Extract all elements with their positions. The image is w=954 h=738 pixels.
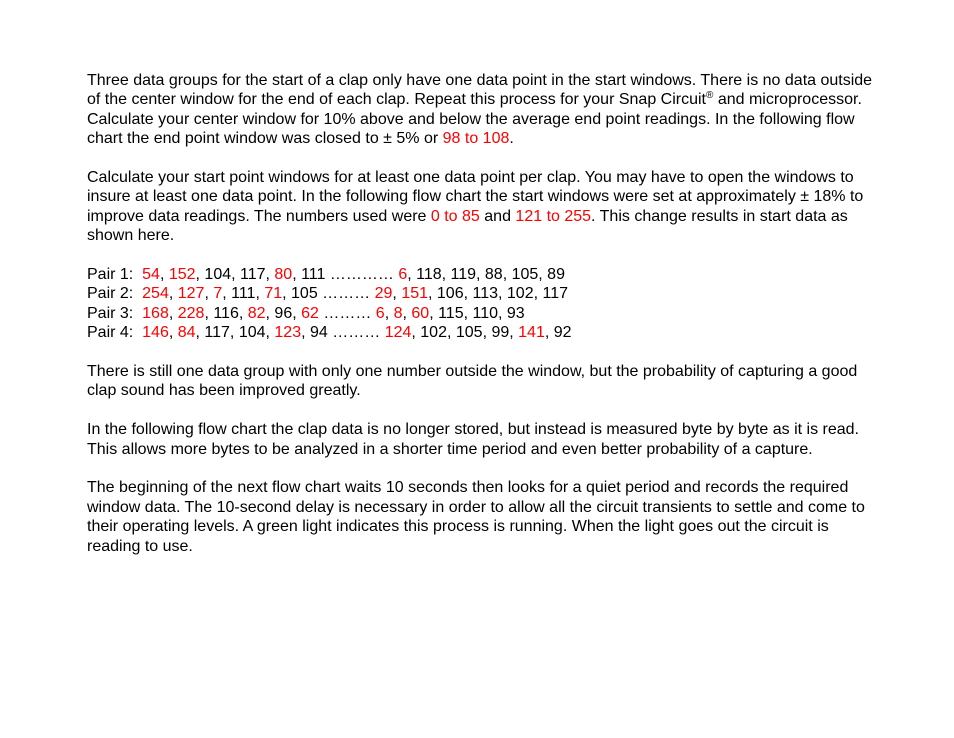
- pair-values: ,: [204, 285, 214, 303]
- pair-values: , 117, 104,: [195, 324, 275, 342]
- paragraph-probability: There is still one data group with only one number outside the window, but the probability of capturing a good clap sound has been improved greatly.: [87, 363, 858, 400]
- outside-window-value: 228: [177, 304, 205, 322]
- outside-window-value: 54: [142, 266, 160, 284]
- paragraph-text: .: [509, 130, 514, 148]
- pair-values: ………: [318, 304, 376, 322]
- paragraph-text: Calculate your start point windows for at least one data point per clap. You may have to open the windows to insure at least one data point. In the following flow chart the start windows were set at approximately ± 18% to improve data readings. The numbers used were: [87, 169, 864, 225]
- pair-values: , 104, 117,: [195, 266, 275, 284]
- paragraph-flow-chart-start: The beginning of the next flow chart waits 10 seconds then looks for a quiet period and records the required window data. The 10-second delay is necessary in order to allow all the circuit transients to settle and come to their operating levels. A green light indicates this process is running. When the light goes out the circuit is reading to use.: [87, 479, 865, 555]
- pair-values: , 118, 119, 88, 105, 89: [407, 266, 565, 284]
- pair-values: , 111 …………: [292, 266, 399, 284]
- pair-values: , 92: [544, 324, 572, 342]
- pair-values: ,: [168, 304, 178, 322]
- pair-values: , 105 ………: [282, 285, 375, 303]
- outside-window-value: 82: [247, 304, 266, 322]
- outside-window-value: 151: [401, 285, 429, 303]
- pair-values: ,: [392, 285, 402, 303]
- pair-values: , 102, 105, 99,: [411, 324, 519, 342]
- paragraph-byte-measure: In the following flow chart the clap data is no longer stored, but instead is measured byte by byte as it is read. This allows more bytes to be analyzed in a shorter time period and even better probability of a capture.: [87, 421, 859, 458]
- outside-window-value: 60: [411, 304, 430, 322]
- pair-line-1: [87, 265, 877, 284]
- outside-window-value: 141: [518, 324, 545, 342]
- outside-window-value: 62: [301, 304, 319, 322]
- pair-label: Pair 2:: [87, 285, 143, 303]
- pair-values: , 96,: [265, 304, 302, 322]
- outside-window-value: 84: [177, 324, 196, 342]
- paragraph-start-window: [87, 168, 877, 246]
- outside-window-value: 71: [264, 285, 283, 303]
- outside-window-value: 146: [142, 324, 169, 342]
- outside-window-value: 29: [374, 285, 393, 303]
- pair-data-list: [87, 265, 877, 343]
- pair-values: ,: [168, 285, 178, 303]
- outside-window-value: 80: [274, 266, 293, 284]
- outside-window-value: 123: [274, 324, 302, 342]
- pair-label: Pair 4:: [87, 324, 143, 342]
- pair-line-2: [87, 284, 877, 303]
- end-window-range: 98 to 108: [442, 130, 510, 148]
- pair-values: , 94 ………: [301, 324, 385, 342]
- pair-values: , 115, 110, 93: [429, 304, 525, 322]
- pair-line-3: [87, 304, 877, 323]
- start-window-range-high: 121 to 255: [515, 207, 592, 225]
- outside-window-value: 152: [168, 266, 196, 284]
- pair-values: , 116,: [204, 304, 248, 322]
- outside-window-value: 8: [393, 304, 403, 322]
- outside-window-value: 6: [375, 304, 385, 322]
- paragraph-end-window: [87, 71, 877, 149]
- pair-values: , 111,: [222, 285, 265, 303]
- pair-values: ,: [159, 266, 169, 284]
- pair-values: ,: [168, 324, 178, 342]
- outside-window-value: 124: [384, 324, 412, 342]
- outside-window-value: 168: [142, 304, 169, 322]
- outside-window-value: 127: [177, 285, 205, 303]
- document-page: [87, 71, 877, 575]
- paragraph-text: and: [479, 207, 516, 225]
- pair-label: Pair 1:: [87, 266, 143, 284]
- pair-values: , 106, 113, 102, 117: [428, 285, 568, 303]
- pair-line-4: [87, 323, 877, 342]
- pair-values: ,: [402, 304, 412, 322]
- outside-window-value: 254: [142, 285, 169, 303]
- paragraph-text: . This change results in start data as shown here.: [87, 207, 848, 245]
- pair-values: ,: [384, 304, 394, 322]
- outside-window-value: 6: [398, 266, 408, 284]
- start-window-range-low: 0 to 85: [430, 207, 480, 225]
- pair-label: Pair 3:: [87, 304, 143, 322]
- registered-mark: ®: [706, 90, 714, 102]
- paragraph-text: and microprocessor. Calculate your center window for 10% above and below the average end point readings. In the following flow chart the end point window was closed to ± 5% or: [87, 91, 862, 148]
- outside-window-value: 7: [213, 285, 223, 303]
- paragraph-text: Three data groups for the start of a clap only have one data point in the start windows. There is no data outside of the center window for the end of each clap. Repeat this process for your Snap Circuit: [87, 72, 873, 109]
